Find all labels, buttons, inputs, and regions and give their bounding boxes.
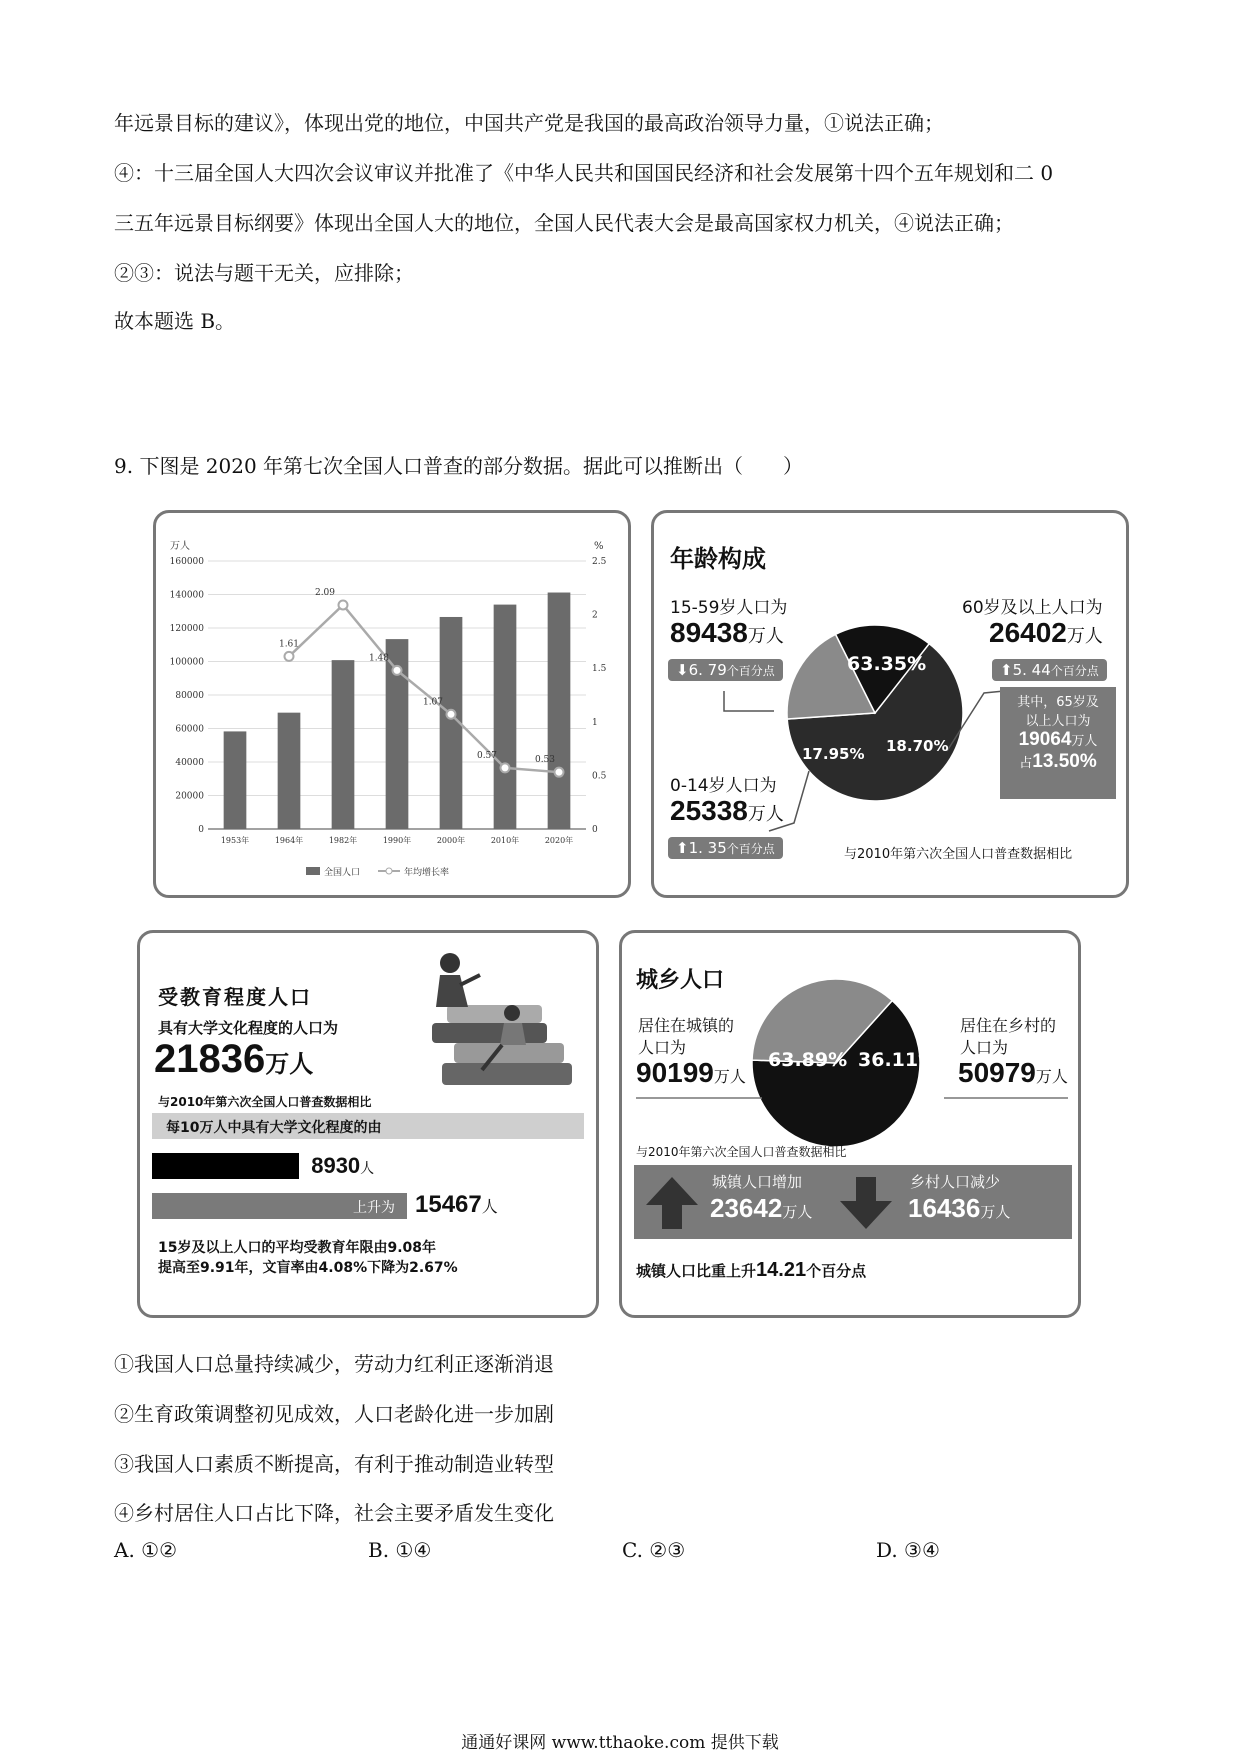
x-tick-label: 2020年 — [544, 836, 574, 845]
bar — [332, 660, 355, 829]
bar — [494, 605, 517, 829]
age-65-box — [1000, 687, 1116, 799]
bar — [224, 731, 247, 829]
y-left-tick: 160000 — [169, 557, 204, 567]
age-old-change-value: 5. 44 — [1012, 661, 1051, 679]
urban-title: 城乡人口 — [636, 968, 725, 993]
age-mid-change-unit: 个百分点 — [726, 664, 775, 678]
edu-footnote-1: 15岁及以上人口的平均受教育年限由9.08年 — [158, 1240, 437, 1256]
statement-4: ④乡村居住人口占比下降，社会主要矛盾发生变化 — [114, 1501, 554, 1525]
rural-decrease-number: 16436 — [908, 1193, 981, 1223]
answer-line-1: 年远景目标的建议》，体现出党的地位，中国共产党是我国的最高政治领导力量，①说法正确； — [114, 111, 944, 135]
age-mid-pct: 63.35% — [847, 653, 927, 675]
age-65-number: 19064 — [1018, 729, 1072, 750]
urban-increase-unit: 万人 — [782, 1203, 813, 1221]
legend-bar-label: 全国人口 — [324, 868, 361, 878]
urban-foot-prefix: 城镇人口比重上升 — [636, 1262, 757, 1280]
age-old-label: 60岁及以上人口为 — [962, 598, 1103, 618]
urban-rural-panel — [619, 930, 1081, 1318]
age-young-change-value: 1. 35 — [688, 839, 727, 857]
bar — [548, 593, 571, 829]
edu-to-unit: 人 — [481, 1197, 498, 1216]
age-65-label-1: 其中，65岁及 — [1017, 695, 1099, 710]
urban-right-label-1: 居住在乡村的 — [960, 1016, 1057, 1035]
age-65-pct-prefix: 占 — [1019, 756, 1033, 771]
age-young-number: 25338 — [670, 795, 748, 826]
arrow-down-icon: ⬇ — [676, 661, 689, 679]
y-left-tick: 20000 — [175, 791, 204, 802]
urban-pct: 63.89% — [768, 1049, 848, 1071]
y-left-unit: 万人 — [170, 541, 190, 552]
age-structure-panel — [651, 510, 1129, 898]
x-tick-label: 1953年 — [220, 836, 250, 845]
growth-label: 1.07 — [422, 697, 444, 708]
arrow-up-icon — [644, 1175, 700, 1231]
students-reading-illustration — [402, 945, 582, 1095]
urban-number: 90199 — [636, 1057, 714, 1088]
age-65-unit: 万人 — [1071, 734, 1098, 749]
answer-line-5: 故本题选 B。 — [114, 309, 236, 333]
rural-decrease-unit: 万人 — [980, 1203, 1011, 1221]
education-panel — [137, 930, 599, 1318]
legend-line-label: 年均增长率 — [404, 868, 450, 878]
y-left-tick: 40000 — [175, 758, 204, 768]
footer: 通通好课网 www.tthaoke.com 提供下载 — [461, 1733, 779, 1753]
x-tick-label: 2000年 — [436, 836, 466, 845]
statement-1: ①我国人口总量持续减少，劳动力红利正逐渐消退 — [114, 1352, 554, 1376]
age-old-change-unit: 个百分点 — [1050, 664, 1099, 678]
question-stem: 9. 下图是 2020 年第七次全国人口普查的部分数据。据此可以推断出（ ） — [114, 454, 804, 478]
y-left-tick: 60000 — [175, 724, 204, 735]
age-young-change-unit: 个百分点 — [726, 842, 775, 856]
y-left-tick: 120000 — [169, 624, 204, 634]
y-right-unit: % — [594, 541, 604, 552]
urban-left-label-1: 居住在城镇的 — [638, 1016, 735, 1035]
growth-point — [501, 763, 510, 772]
option-b[interactable]: B. ①④ — [368, 1538, 432, 1562]
growth-label: 1.48 — [368, 653, 390, 664]
age-65-pct: 13.50% — [1032, 751, 1097, 772]
edu-unit: 万人 — [265, 1050, 314, 1078]
population-chart-panel — [153, 510, 631, 898]
legend-bar-swatch — [306, 867, 320, 875]
edu-to-value — [415, 1191, 498, 1219]
x-tick-label: 1990年 — [382, 836, 412, 845]
legend-line-marker — [386, 868, 392, 874]
edu-to-number: 15467 — [415, 1191, 482, 1218]
arrow-down-icon — [838, 1175, 894, 1231]
edu-from-unit: 人 — [360, 1161, 375, 1177]
option-d[interactable]: D. ③④ — [876, 1538, 940, 1562]
age-65-label-2: 以上人口为 — [1025, 714, 1091, 729]
y-left-tick: 80000 — [175, 691, 204, 701]
growth-label: 0.53 — [534, 755, 556, 766]
y-right-tick: 2.5 — [592, 557, 607, 567]
age-mid-change-value: 6. 79 — [688, 661, 727, 679]
age-mid-unit: 万人 — [747, 626, 784, 647]
age-young-label: 0-14岁人口为 — [670, 776, 777, 796]
age-young-pct: 17.95% — [802, 745, 865, 763]
edu-footnote-2: 提高至9.91年，文盲率由4.08%下降为2.67% — [158, 1260, 458, 1276]
rural-number: 50979 — [958, 1057, 1036, 1088]
x-tick-label: 1982年 — [328, 836, 358, 845]
answer-line-3: 三五年远景目标纲要》体现出全国人大的地位，全国人民代表大会是最高国家权力机关，④说法正确； — [114, 211, 1014, 235]
urban-foot-suffix: 个百分点 — [806, 1262, 867, 1280]
age-young-change-badge — [668, 837, 783, 859]
y-left-tick: 0 — [198, 825, 204, 835]
edu-number: 21836 — [154, 1037, 266, 1081]
statement-2: ②生育政策调整初见成效，人口老龄化进一步加剧 — [114, 1402, 554, 1426]
y-left-tick: 100000 — [169, 657, 204, 668]
growth-label: 0.57 — [476, 750, 498, 761]
arrow-up-icon: ⬆ — [1000, 661, 1013, 679]
urban-note: 与2010年第六次全国人口普查数据相比 — [636, 1145, 847, 1159]
edu-bar-from — [152, 1153, 299, 1179]
y-right-tick: 0 — [592, 825, 598, 835]
growth-line — [289, 605, 559, 772]
x-tick-label: 1964年 — [274, 836, 304, 845]
option-a[interactable]: A. ①② — [114, 1538, 178, 1562]
age-note: 与2010年第六次全国人口普查数据相比 — [844, 847, 1073, 862]
y-right-tick: 2 — [592, 610, 598, 621]
edu-from-number: 8930 — [311, 1153, 361, 1178]
rural-unit: 万人 — [1035, 1067, 1068, 1086]
urban-change-box — [634, 1165, 1072, 1239]
y-left-tick: 140000 — [169, 590, 204, 601]
age-mid-number: 89438 — [670, 617, 748, 648]
age-title: 年龄构成 — [670, 545, 766, 573]
age-old-unit: 万人 — [1066, 626, 1103, 647]
urban-increase-label: 城镇人口增加 — [712, 1173, 803, 1191]
edu-bar-to — [152, 1193, 407, 1219]
edu-band — [152, 1113, 584, 1139]
y-right-tick: 1.5 — [592, 664, 607, 675]
answer-line-4: ②③：说法与题干无关，应排除； — [114, 261, 414, 285]
urban-left-label-2: 人口为 — [638, 1038, 687, 1057]
urban-increase-number: 23642 — [710, 1193, 783, 1223]
edu-subtitle: 具有大学文化程度的人口为 — [158, 1019, 339, 1037]
age-young-unit: 万人 — [747, 804, 784, 825]
arrow-up-icon: ⬆ — [676, 839, 689, 857]
population-chart — [156, 513, 631, 898]
growth-point — [447, 710, 456, 719]
growth-point — [555, 768, 564, 777]
option-c[interactable]: C. ②③ — [622, 1538, 686, 1562]
edu-note: 与2010年第六次全国人口普查数据相比 — [158, 1095, 372, 1109]
age-old-number: 26402 — [989, 617, 1067, 648]
age-old-pct: 18.70% — [886, 737, 949, 755]
urban-right-label-2: 人口为 — [960, 1038, 1009, 1057]
age-mid-label: 15-59岁人口为 — [670, 598, 788, 618]
urban-foot — [636, 1259, 866, 1282]
answer-line-2: ④：十三届全国人大四次会议审议并批准了《中华人民共和国国民经济和社会发展第十四个五年规划和二 0 — [114, 161, 1054, 185]
y-right-tick: 0.5 — [592, 771, 607, 782]
urban-foot-number: 14.21 — [756, 1259, 807, 1281]
age-old-change-badge — [992, 659, 1107, 681]
bar — [278, 713, 301, 829]
rural-pct: 36.11% — [858, 1049, 938, 1071]
y-right-tick: 1 — [592, 717, 598, 728]
growth-label: 2.09 — [314, 587, 336, 598]
growth-point — [393, 666, 402, 675]
growth-point — [339, 600, 348, 609]
x-tick-label: 2010年 — [490, 836, 520, 845]
edu-rise-label: 上升为 — [353, 1200, 395, 1216]
statement-3: ③我国人口素质不断提高，有利于推动制造业转型 — [114, 1452, 554, 1476]
rural-decrease-label: 乡村人口减少 — [910, 1173, 1001, 1191]
edu-title: 受教育程度人口 — [158, 985, 312, 1009]
edu-from-value — [311, 1153, 374, 1179]
edu-band-text: 每10万人中具有大学文化程度的由 — [166, 1120, 382, 1136]
urban-unit: 万人 — [713, 1067, 746, 1086]
growth-label: 1.61 — [278, 639, 300, 650]
growth-point — [285, 652, 294, 661]
